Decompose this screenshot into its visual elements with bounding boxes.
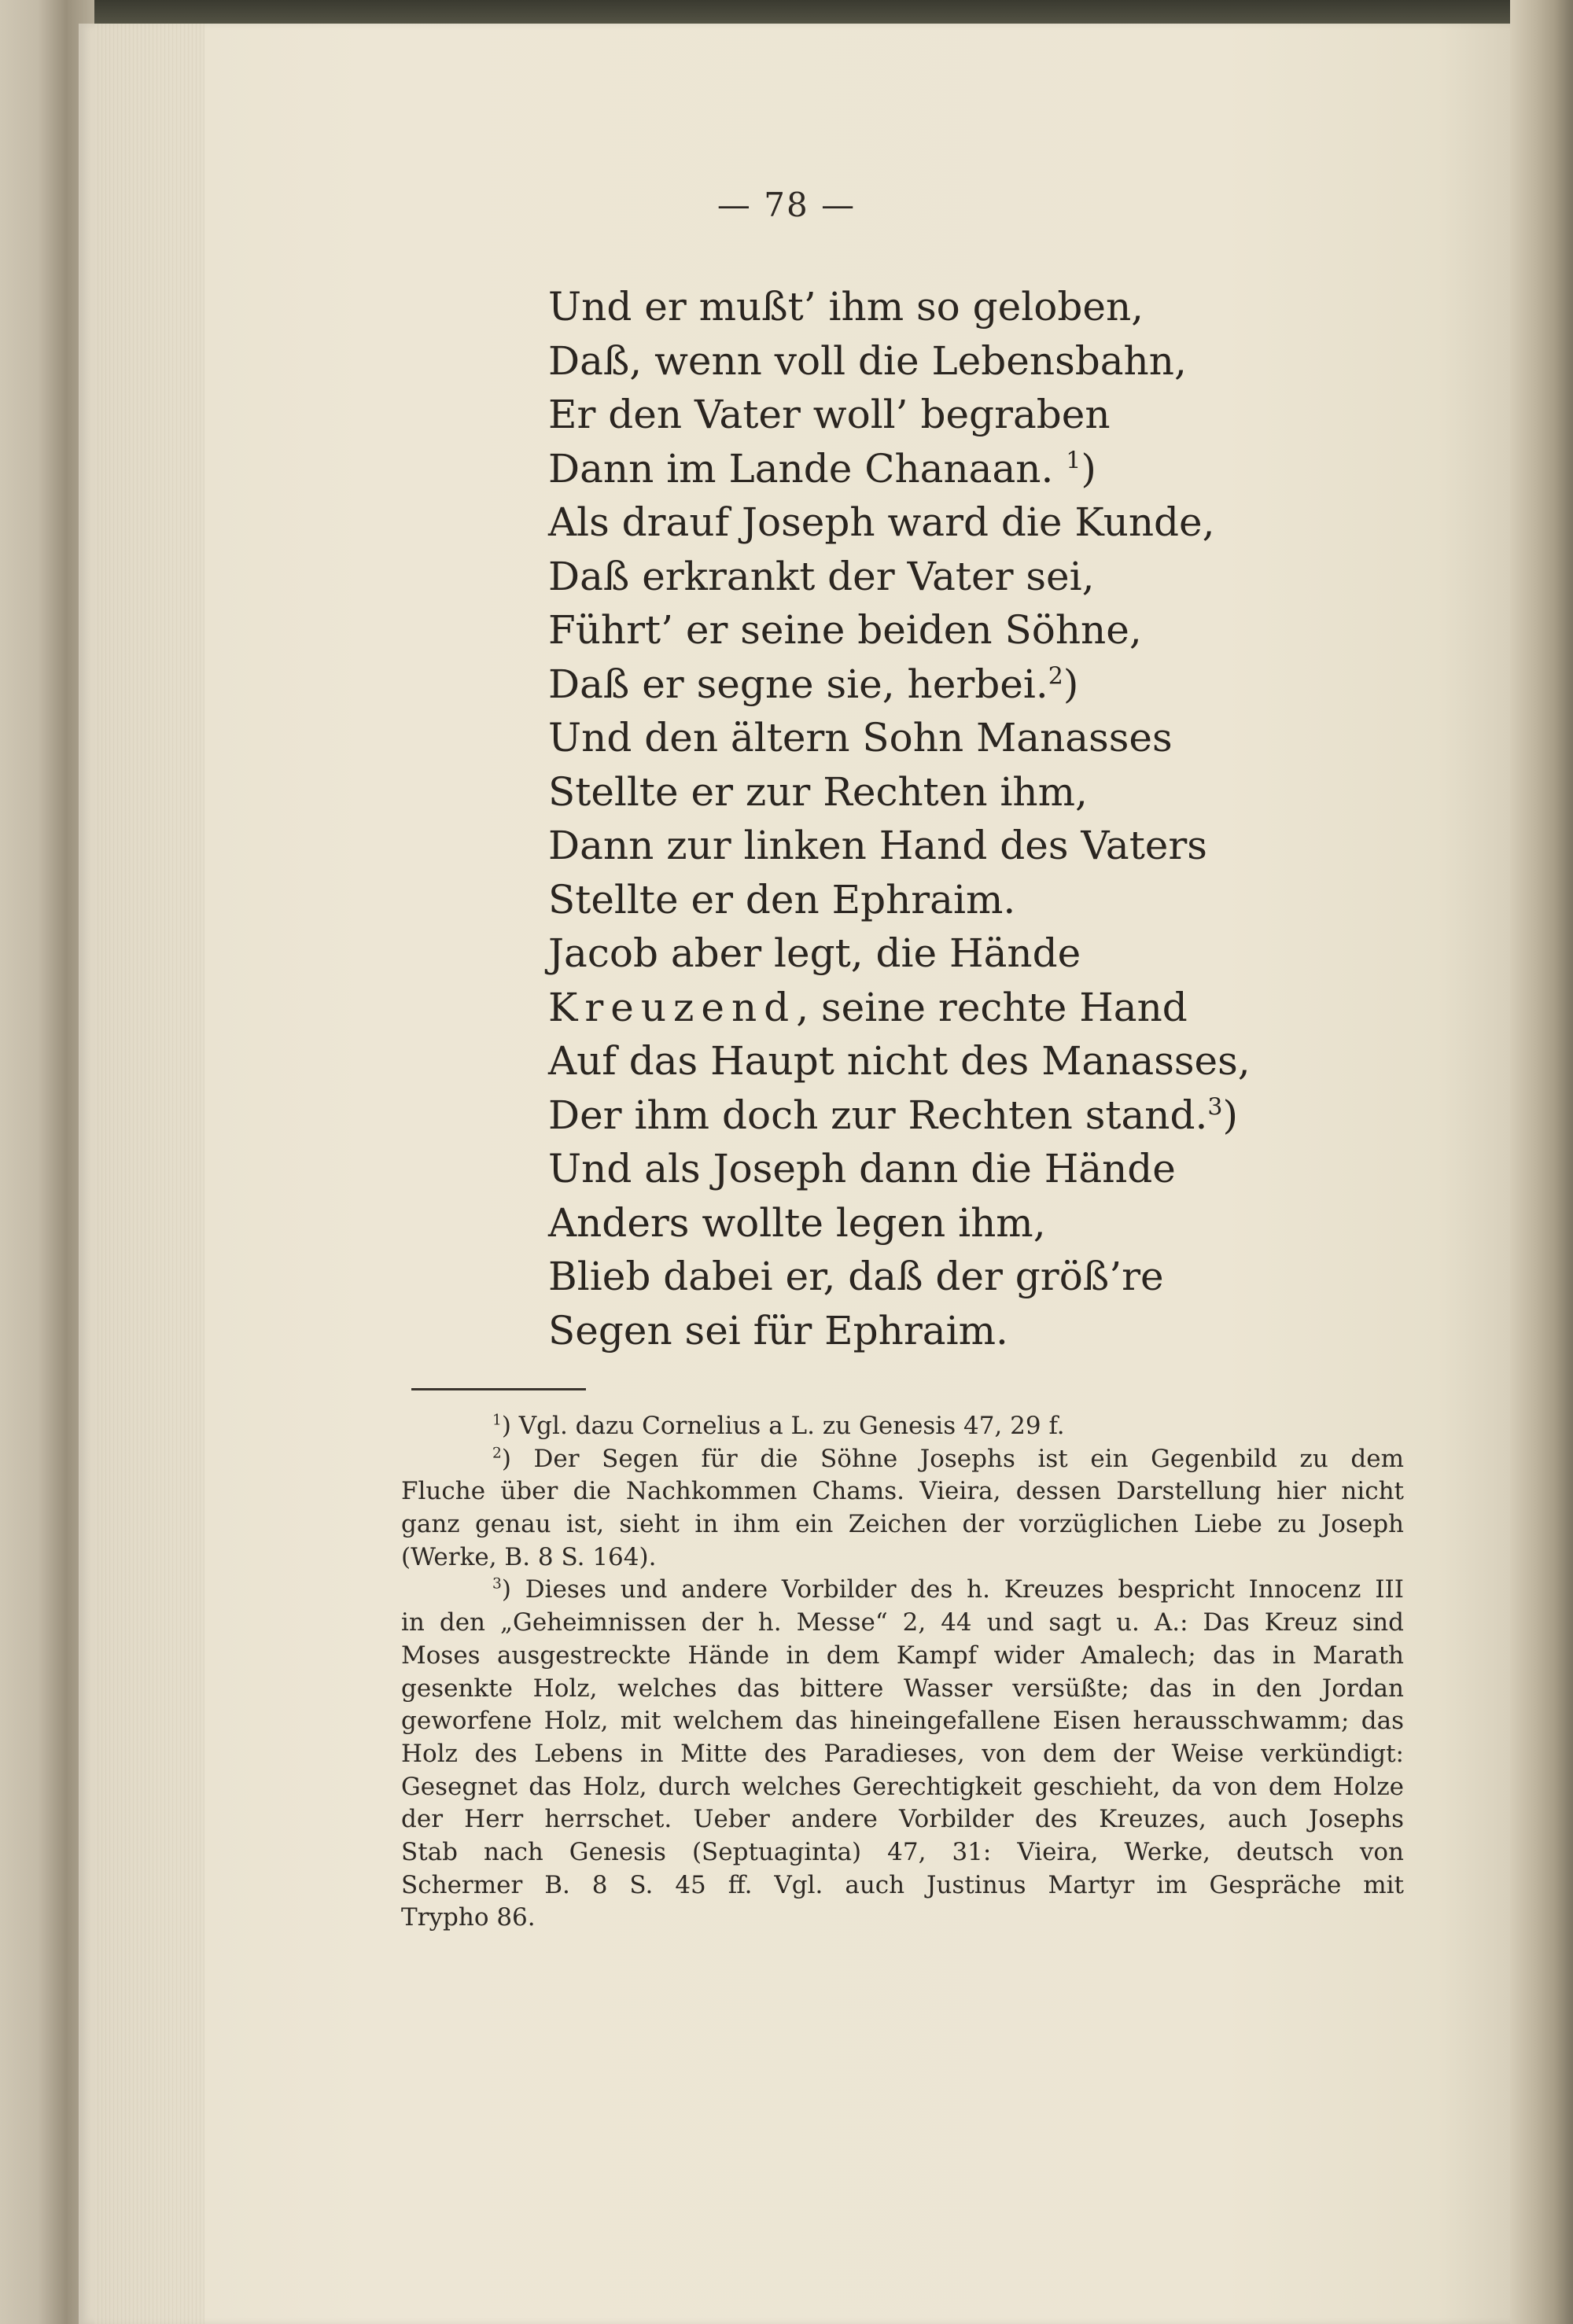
verse-line-7: Führt’ er seine beiden Söhne, <box>548 607 1142 653</box>
footnote-3-text: Dieses und andere Vorbilder des h. Kreuzes bespricht Innocenz III <box>525 1575 1404 1604</box>
verse-line-14 <box>548 981 1350 1035</box>
verse-line-2: Daß, wenn voll die Lebensbahn, <box>548 337 1187 384</box>
note-marker-2: 2 <box>1048 661 1063 690</box>
verse-line-13: Jacob aber legt, die Hände <box>548 930 1081 976</box>
verse-line-16: Der ihm doch zur Rechten stand.$^3$) <box>548 1092 1239 1138</box>
note-marker-3: 3 <box>1207 1092 1223 1121</box>
footnote-3-line-11: Trypho 86. <box>401 1903 536 1932</box>
footnote-marker-1: 1 <box>492 1412 502 1429</box>
footnote-marker-3: 3 <box>492 1576 502 1593</box>
footnote-3-line-5: geworfene Holz, mit welchem das hineingefallene Eisen herausschwamm; das <box>401 1707 1404 1736</box>
page-stack-edge <box>94 24 204 2324</box>
footnote-rule <box>411 1388 586 1390</box>
footnote-3-line-8: der Herr herrschet. Ueber andere Vorbilder des Kreuzes, auch Josephs <box>401 1805 1404 1834</box>
verse-line-8-text: Daß er segne sie, herbei. <box>548 661 1048 707</box>
verse-line-14-rest: , seine rechte Hand <box>796 984 1188 1030</box>
footnote-1: $^1$) Vgl. dazu Cornelius a L. zu Genesis 47, 29 f. <box>492 1412 1065 1440</box>
footnote-3-line-9: Stab nach Genesis (Septuaginta) 47, 31: Vieira, Werke, deutsch von <box>401 1837 1404 1866</box>
verse-line-9: Und den ältern Sohn Manasses <box>548 715 1173 761</box>
footnote-2: $^2$) Der Segen für die Söhne Josephs ist ein Gegenbild zu dem <box>492 1444 1404 1473</box>
verse-line-5: Als drauf Joseph ward die Kunde, <box>548 499 1215 545</box>
verse-line-19: Blieb dabei er, daß der größ’re <box>548 1254 1164 1299</box>
verse-line-18: Anders wollte legen ihm, <box>548 1199 1046 1246</box>
verse-line-17: Und als Joseph dann die Hände <box>548 1146 1176 1191</box>
verse-line-6: Daß erkrankt der Vater sei, <box>548 553 1095 599</box>
verse-line-20: Segen sei für Ephraim. <box>548 1307 1008 1354</box>
verse-line-8: Daß er segne sie, herbei.$^2$) <box>548 661 1079 707</box>
book-right-edge <box>1510 0 1573 2324</box>
verse-line-3: Er den Vater woll’ begraben <box>548 392 1111 437</box>
footnote-2-line-4: (Werke, B. 8 S. 164). <box>401 1542 657 1571</box>
verse-line-1: Und er mußt’ ihm so geloben, <box>548 284 1144 330</box>
verse-block <box>548 280 1350 1357</box>
verse-line-10: Stellte er zur Rechten ihm, <box>548 768 1088 815</box>
footnote-3-line-4: gesenkte Holz, welches das bittere Wasser versüßte; das in den Jordan <box>401 1674 1404 1703</box>
footnote-1-text: Vgl. dazu Cornelius a L. zu Genesis 47, 29 f. <box>518 1412 1065 1440</box>
footnote-2-text: Der Segen für die Söhne Josephs ist ein Gegenbild zu dem <box>533 1444 1404 1473</box>
footnote-3-line-6: Holz des Lebens in Mitte des Paradieses, von dem der Weise verkündigt: <box>401 1739 1404 1768</box>
verse-line-4-text: Dann im Lande Chanaan. <box>548 445 1054 492</box>
footnote-2-line-2: Fluche über die Nachkommen Chams. Vieira, dessen Darstellung hier nicht <box>401 1477 1404 1506</box>
footnote-2-line-3: ganz genau ist, sieht in ihm ein Zeichen der vorzüglichen Liebe zu Joseph <box>401 1510 1404 1539</box>
footnote-3: $^3$) Dieses und andere Vorbilder des h. Kreuzes bespricht Innocenz III <box>492 1575 1404 1604</box>
verse-line-12: Stellte er den Ephraim. <box>548 876 1016 923</box>
verse-line-11: Dann zur linken Hand des Vaters <box>548 823 1207 868</box>
footnotes-block <box>401 1410 1404 1935</box>
verse-line-15: Auf das Haupt nicht des Manasses, <box>548 1038 1251 1084</box>
note-marker-1: 1 <box>1066 446 1081 474</box>
verse-line-16-text: Der ihm doch zur Rechten stand. <box>548 1092 1208 1138</box>
footnote-3-line-2: in den „Geheimnissen der h. Messe“ 2, 44 und sagt u. A.: Das Kreuz sind <box>401 1608 1404 1637</box>
footnote-marker-2: 2 <box>492 1445 502 1462</box>
page-number: — 78 — <box>717 186 856 224</box>
footnote-3-line-7: Gesegnet das Holz, durch welches Gerechtigkeit geschieht, da von dem Holze <box>401 1772 1404 1801</box>
footnote-3-line-3: Moses ausgestreckte Hände in dem Kampf wider Amalech; das in Marath <box>401 1641 1404 1670</box>
footnote-3-line-10: Schermer B. 8 S. 45 ff. Vgl. auch Justinus Martyr im Gespräche mit <box>401 1870 1404 1899</box>
verse-spaced-word: Kreuzend <box>548 984 797 1030</box>
verse-line-4: Dann im Lande Chanaan. $^1$) <box>548 445 1096 492</box>
